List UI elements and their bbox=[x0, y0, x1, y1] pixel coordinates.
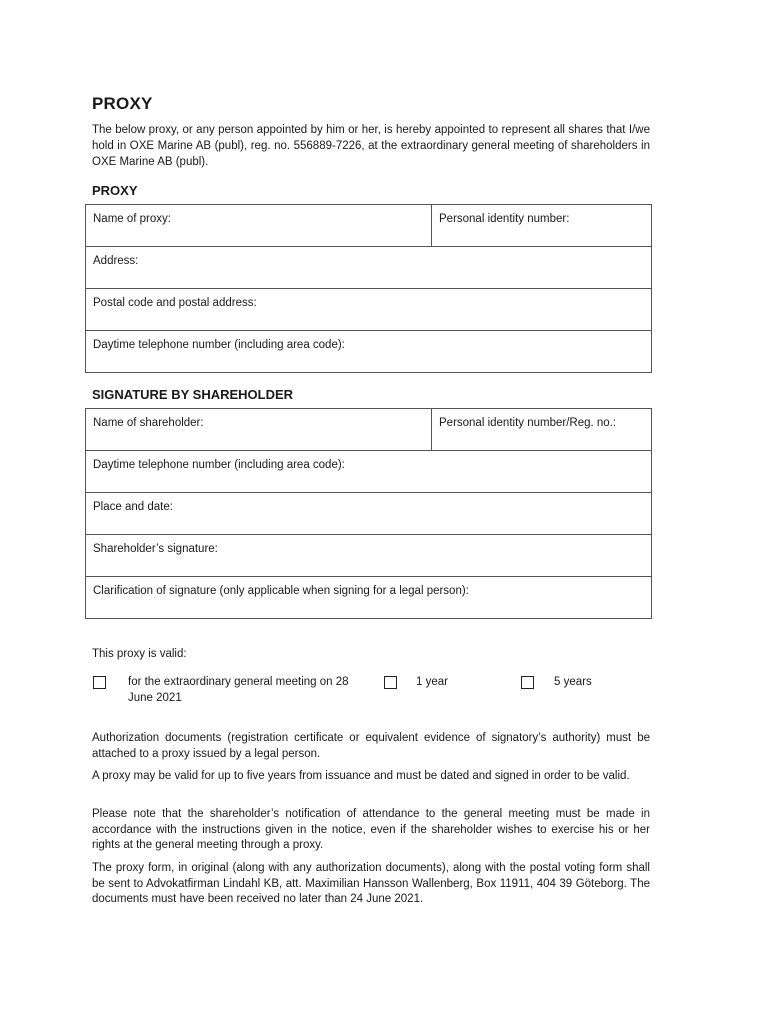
validity-meeting-checkbox[interactable] bbox=[93, 676, 106, 689]
signature-section-heading: SIGNATURE BY SHAREHOLDER bbox=[92, 387, 294, 402]
shareholder-identity-reg-field[interactable] bbox=[432, 409, 652, 451]
place-and-date-label: Place and date: bbox=[93, 501, 173, 513]
shareholder-signature-label: Shareholder’s signature: bbox=[93, 543, 218, 555]
shareholder-daytime-phone-label: Daytime telephone number (including area code): bbox=[93, 459, 345, 471]
proxy-address-label: Address: bbox=[93, 255, 139, 267]
validity-5-years-checkbox[interactable] bbox=[521, 676, 534, 689]
proxy-postal-code-field[interactable] bbox=[86, 289, 652, 331]
proxy-personal-identity-number-label: Personal identity number: bbox=[439, 213, 570, 225]
place-and-date-field[interactable] bbox=[86, 493, 652, 535]
validity-1-year-label: 1 year bbox=[416, 676, 448, 688]
proxy-personal-identity-number-field[interactable] bbox=[432, 205, 652, 247]
note-notification-of-attendance: Please note that the shareholder’s notification of attendance to the general meeting must be made in accordance with the instructions given in the notice, even if the shareholder wishes to exercise his or her rights at the general meeting through a proxy. bbox=[92, 808, 650, 851]
shareholder-signature-field[interactable] bbox=[86, 535, 652, 577]
validity-meeting-label: for the extraordinary general meeting on 28 June 2021 bbox=[128, 676, 349, 704]
shareholder-signature-table bbox=[85, 408, 652, 619]
signature-clarification-field[interactable] bbox=[86, 577, 652, 619]
page-title: PROXY bbox=[92, 94, 153, 113]
validity-5-years-label: 5 years bbox=[554, 676, 592, 688]
name-of-proxy-label: Name of proxy: bbox=[93, 213, 171, 225]
validity-1-year-checkbox[interactable] bbox=[384, 676, 397, 689]
shareholder-daytime-phone-field[interactable] bbox=[86, 451, 652, 493]
validity-label: This proxy is valid: bbox=[92, 648, 187, 660]
proxy-daytime-phone-label: Daytime telephone number (including area code): bbox=[93, 339, 345, 351]
signature-clarification-label: Clarification of signature (only applicable when signing for a legal person): bbox=[93, 585, 469, 597]
name-of-proxy-field[interactable] bbox=[86, 205, 432, 247]
name-of-shareholder-field[interactable] bbox=[86, 409, 432, 451]
note-proxy-validity-period: A proxy may be valid for up to five years from issuance and must be dated and signed in order to be valid. bbox=[92, 770, 630, 782]
shareholder-identity-reg-label: Personal identity number/Reg. no.: bbox=[439, 417, 617, 429]
proxy-details-table bbox=[85, 204, 652, 373]
proxy-postal-code-label: Postal code and postal address: bbox=[93, 297, 257, 309]
note-authorization-documents: Authorization documents (registration certificate or equivalent evidence of signatory’s authority) must be attached to a proxy issued by a legal person. bbox=[92, 732, 650, 760]
proxy-daytime-phone-field[interactable] bbox=[86, 331, 652, 373]
intro-paragraph: The below proxy, or any person appointed by him or her, is hereby appointed to represent all shares that I/we hold in OXE Marine AB (publ), reg. no. 556889-7226, at the extraordinary general meeting of shareholders in OXE Marine AB (publ). bbox=[92, 124, 650, 168]
name-of-shareholder-label: Name of shareholder: bbox=[93, 417, 204, 429]
proxy-section-heading: PROXY bbox=[92, 183, 138, 198]
note-submission-instructions: The proxy form, in original (along with any authorization documents), along with the postal voting form shall be sent to Advokatfirman Lindahl KB, att. Maximilian Hansson Wallenberg, Box 11911, 404 39 Göteborg. The documents must have been received no later than 24 June 2021. bbox=[92, 862, 650, 905]
proxy-address-field[interactable] bbox=[86, 247, 652, 289]
